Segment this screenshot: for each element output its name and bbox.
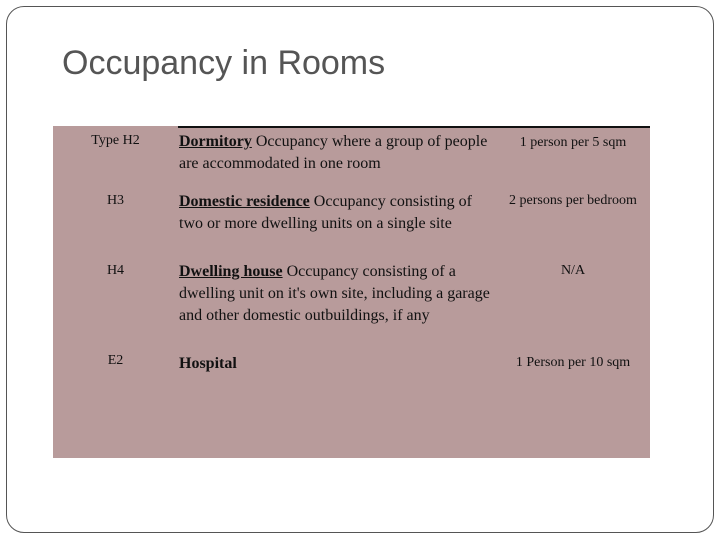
occupancy-term: Dwelling house xyxy=(179,263,283,280)
description-text: Occupancy where a group of people are accommodated in one room xyxy=(179,133,488,172)
occupancy-description xyxy=(179,131,499,175)
occupancy-term: Dormitory xyxy=(179,133,252,150)
occupancy-requirement: 2 persons per bedroom xyxy=(509,193,637,208)
description-text: Occupancy consisting of a dwelling unit on it's own site, including a garage and other domestic outbuildings, if any xyxy=(179,263,490,324)
table-divider xyxy=(178,126,650,128)
occupancy-requirement: 1 Person per 10 sqm xyxy=(515,355,631,370)
occupancy-description xyxy=(179,353,499,375)
occupancy-description xyxy=(179,261,499,327)
occupancy-type: H3 xyxy=(106,193,125,208)
occupancy-type: H4 xyxy=(106,263,125,278)
slide-title: Occupancy in Rooms xyxy=(62,44,386,82)
occupancy-term: Domestic residence xyxy=(179,193,310,210)
occupancy-type: E2 xyxy=(107,353,124,368)
occupancy-requirement: N/A xyxy=(560,263,586,278)
occupancy-requirement: 1 person per 5 sqm xyxy=(519,135,627,150)
occupancy-description xyxy=(179,191,499,235)
description-text: Occupancy consisting of two or more dwelling units on a single site xyxy=(179,193,472,232)
occupancy-type: Type H2 xyxy=(91,133,140,148)
occupancy-term: Hospital xyxy=(179,355,237,372)
